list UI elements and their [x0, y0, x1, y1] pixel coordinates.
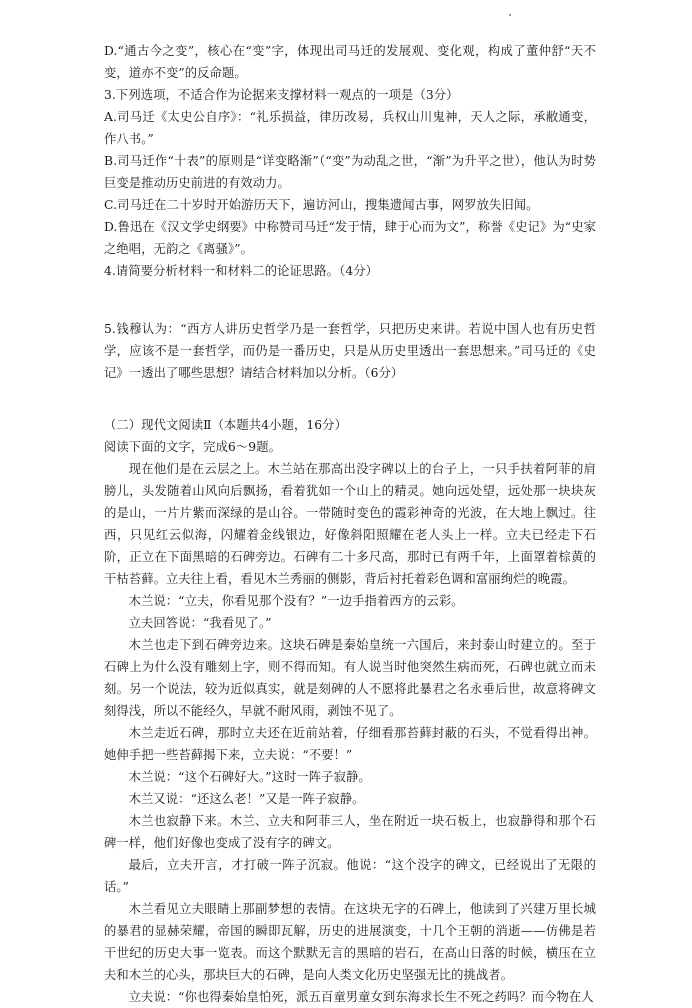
reading-section	[104, 414, 596, 1008]
passage-paragraph: 木兰说：“立夫，你看见那个没有？”一边手指着西方的云彩。	[128, 594, 464, 608]
passage-paragraph: 木兰又说：“还这么老！”又是一阵子寂静。	[128, 792, 365, 806]
answer-space-q4	[104, 282, 596, 318]
q5-stem: 5.钱穆认为：“西方人讲历史哲学乃是一套哲学，只把历史来讲。若说中国人也有历史哲学，应该不是一套哲学，而仍是一番历史，只是从历史里透出一套思想来。”司马迁的《史记》一透出了哪些思想？请结合材料加以分析。（6分）	[104, 322, 596, 380]
section-instruction: 阅读下面的文字，完成6～9题。	[104, 440, 282, 454]
passage-paragraph: 木兰也寂静下来。木兰、立夫和阿菲三人，坐在附近一块石板上，也寂静得和那个石碑一样，他们好像也变成了没有字的碑文。	[104, 814, 596, 850]
passage-paragraph: 木兰走近石碑，那时立夫还在近前站着，仔细看那苔藓封蔽的石头，不觉看得出神。她伸手把一些苔藓揭下来，立夫说：“不要！”	[104, 726, 596, 762]
passage-paragraph: 最后，立夫开言，才打破一阵子沉寂。他说：“这个没字的碑文，已经说出了无限的话。”	[104, 858, 596, 894]
q4-stem: 4.请简要分析材料一和材料二的论证思路。（4分）	[104, 264, 379, 278]
passage-paragraph: 立夫说：“你也得秦始皇怕死，派五百童男童女到东海求长生不死之药吗？而今物在人	[128, 990, 594, 1004]
q3-option-b: B.司马迁作“十表”的原则是“详变略渐”（“变”为动乱之世，“渐”为升平之世），他认为时势巨变是推动历史前进的有效动力。	[104, 154, 596, 190]
section-heading: （二）现代文阅读Ⅱ（本题共4小题，16分）	[104, 418, 347, 432]
passage-paragraph: 木兰也走下到石碑旁边来。这块石碑是秦始皇统一六国后，来封泰山时建立的。至于石碑上为什么没有雕刻上字，则不得而知。有人说当时他突然生病而死，石碑也就立而未刻。另一个说法，较为近似真实，就是刻碑的人不愿将此暴君之名永垂后世，故意将碑文刻得浅，所以不能经久，早就不耐风雨，剥蚀不见了。	[104, 638, 596, 718]
page-speck	[509, 14, 511, 16]
q3-option-a: A.司马迁《太史公自序》：“礼乐损益，律历改易，兵权山川鬼神，天人之际，承敝通变，作八书。”	[104, 110, 596, 146]
q3-option-d: D.鲁迅在《汉文学史纲要》中称赞司马迁“发于情，肆于心而为文”，称誉《史记》为“史家之绝唱，无韵之《离骚》”。	[104, 220, 596, 256]
passage-paragraph: 立夫回答说：“我看见了。”	[128, 616, 272, 630]
q3-stem: 3.下列选项，不适合作为论据来支撑材料一观点的一项是（3分）	[104, 88, 459, 102]
answer-space-q5	[104, 384, 596, 414]
passage-paragraph: 现在他们是在云层之上。木兰站在那高出没字碑以上的台子上，一只手扶着阿菲的肩膀儿，头发随着山风向后飘扬，看着犹如一个山上的精灵。她向远处望，远处那一块块灰的是山，一片片紫而深绿的是山谷。一带随时变色的霞彩神奇的光波，在大地上飘过。往西，只见红云似海，闪耀着金线银边，好像斜阳照耀在老人头上一样。立夫已经走下石阶，正立在下面黑暗的石碑旁边。石碑有二十多尺高，那时已有两千年，上面罩着棕黄的干枯苔藓。立夫往上看，看见木兰秀丽的侧影，背后衬托着彩色调和富丽绚烂的晚霞。	[104, 462, 596, 586]
q3-option-c: C.司马迁在二十岁时开始游历天下，遍访河山，搜集遗闻古事，网罗放失旧闻。	[104, 198, 539, 212]
question-block	[104, 40, 596, 414]
q2-option-d: D.“通古今之变”，核心在“变”字，体现出司马迁的发展观、变化观，构成了董仲舒“天不变，道亦不变”的反命题。	[104, 44, 596, 80]
passage-paragraph: 木兰看见立夫眼睛上那副梦想的表情。在这块无字的石碑上，他读到了兴建万里长城的暴君的显赫荣耀，帝国的瞬即瓦解，历史的进展演变，十几个王朝的消逝——仿佛是若干世纪的历史大事一览表。而这个默默无言的黑暗的岩石，在高山日落的时候，横压在立夫和木兰的心头，那块巨大的石碑，是向人类文化历史坚强无比的挑战者。	[104, 902, 596, 982]
passage-paragraph: 木兰说：“这个石碑好大。”这时一阵子寂静。	[128, 770, 371, 784]
